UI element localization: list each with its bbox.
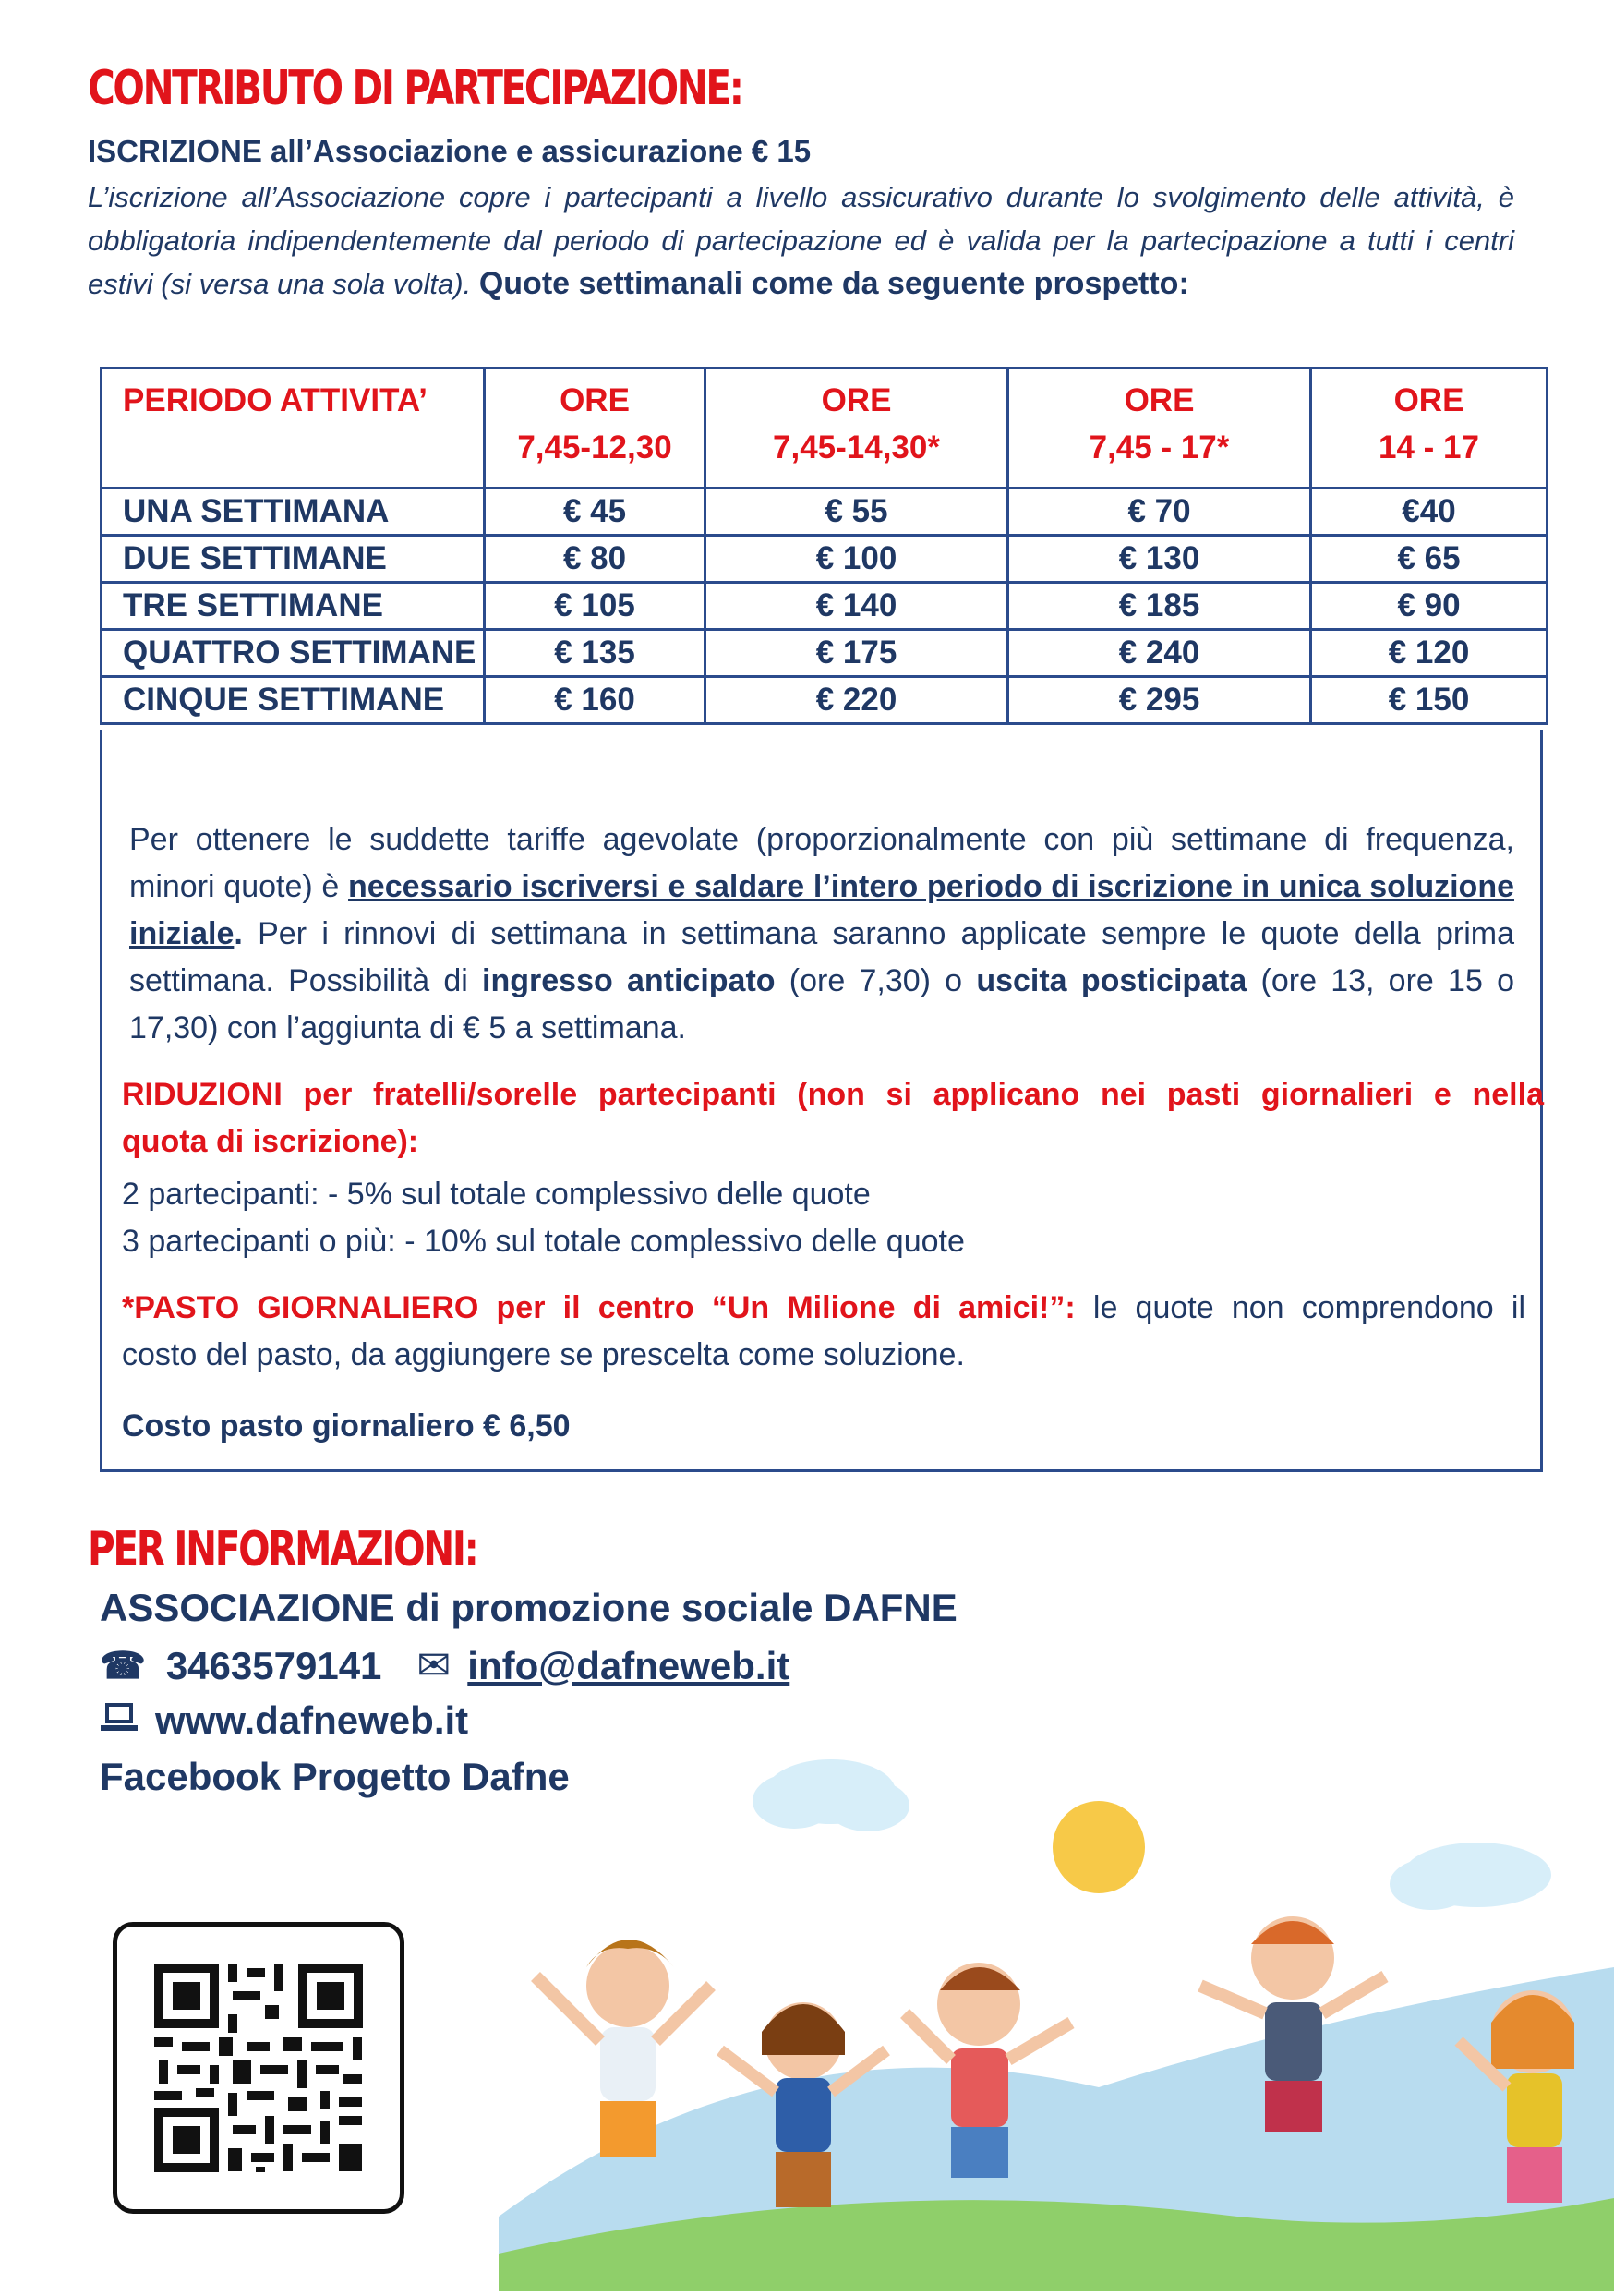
riduzione-2: 2 partecipanti: - 5% sul totale complessivo delle quote: [122, 1177, 871, 1212]
info-heading: PER INFORMAZIONI:: [88, 1522, 477, 1577]
table-row: TRE SETTIMANE € 105 € 140 € 185 € 90: [102, 583, 1548, 630]
qr-code-image: [117, 1927, 400, 2209]
header-col-3: ORE 7,45 - 17*: [1008, 369, 1311, 489]
tariffe-note: Per ottenere le suddette tariffe agevolate (proporzionalmente con più settimane di frequenza, minori quote) è necessario iscriversi e saldare l’intero periodo di iscrizione in unica soluzione iniziale. Per i rinnovi di settimana in settimana saranno applicate sempre le quote della prima settimana. Possibilità di ingresso anticipato (ore 7,30) o uscita posticipata (ore 13, ore 15 o 17,30) con l’aggiunta di € 5 a settimana.: [129, 822, 1514, 1045]
phone-number[interactable]: 3463579141: [165, 1643, 382, 1687]
laptop-icon: [100, 1698, 139, 1743]
website-row: [100, 1698, 468, 1743]
header-col-4: ORE 14 - 17: [1311, 369, 1548, 489]
table-header-row: [102, 369, 1548, 489]
pasto-note: *PASTO GIORNALIERO per il centro “Un Milione di amici!”: le quote non comprendono il: [122, 1290, 1526, 1325]
phone-icon: ☎: [100, 1645, 146, 1686]
qr-code: [113, 1922, 404, 2214]
table-row: CINQUE SETTIMANE € 160 € 220 € 295 € 150: [102, 677, 1548, 724]
price-table: [100, 367, 1548, 725]
iscrizione-title: ISCRIZIONE all’Associazione e assicurazione € 15: [88, 134, 812, 168]
pasto-note-cont: costo del pasto, da aggiungere se prescelta come soluzione.: [122, 1337, 965, 1372]
association-name: ASSOCIAZIONE di promozione sociale DAFNE: [100, 1586, 958, 1629]
costo-pasto: Costo pasto giornaliero € 6,50: [122, 1408, 571, 1444]
children-illustration: [499, 1736, 1614, 2291]
header-col-1: ORE 7,45-12,30: [485, 369, 705, 489]
mail-icon: ✉: [416, 1643, 452, 1688]
table-row: DUE SETTIMANE € 80 € 100 € 130 € 65: [102, 536, 1548, 583]
website-link[interactable]: www.dafneweb.it: [155, 1698, 469, 1742]
riduzione-3: 3 partecipanti o più: - 10% sul totale complessivo delle quote: [122, 1224, 965, 1259]
riduzioni-heading-cont: quota di iscrizione):: [122, 1124, 419, 1159]
intro-bold: Quote settimanali come da seguente prospetto:: [478, 266, 1189, 301]
header-col-2: ORE 7,45-14,30*: [705, 369, 1008, 489]
header-periodo: PERIODO ATTIVITA’: [102, 369, 485, 489]
email-link[interactable]: info@dafneweb.it: [467, 1643, 790, 1687]
saldo-underlined: necessario iscriversi e saldare l’intero periodo di iscrizione in unica soluzione iniziale: [129, 869, 1514, 951]
intro-text: L’iscrizione all’Associazione copre i partecipanti a livello assicurativo durante lo svolgimento delle attività, è obbligatoria indipendentemente dal periodo di partecipazione ed è valida per la partecipazione a tutti i centri estivi (si versa una sola volta).: [88, 181, 1514, 300]
facebook-link[interactable]: Facebook Progetto Dafne: [100, 1755, 570, 1798]
intro-paragraph: [88, 175, 1514, 306]
riduzioni-heading: RIDUZIONI per fratelli/sorelle partecipanti (non si applicano nei pasti giornalieri e nella: [122, 1077, 1544, 1112]
table-row: UNA SETTIMANA € 45 € 55 € 70 €40: [102, 489, 1548, 536]
contributo-heading: CONTRIBUTO DI PARTECIPAZIONE:: [88, 61, 742, 116]
table-row: QUATTRO SETTIMANE € 135 € 175 € 240 € 120: [102, 630, 1548, 677]
contact-row: [100, 1642, 789, 1689]
